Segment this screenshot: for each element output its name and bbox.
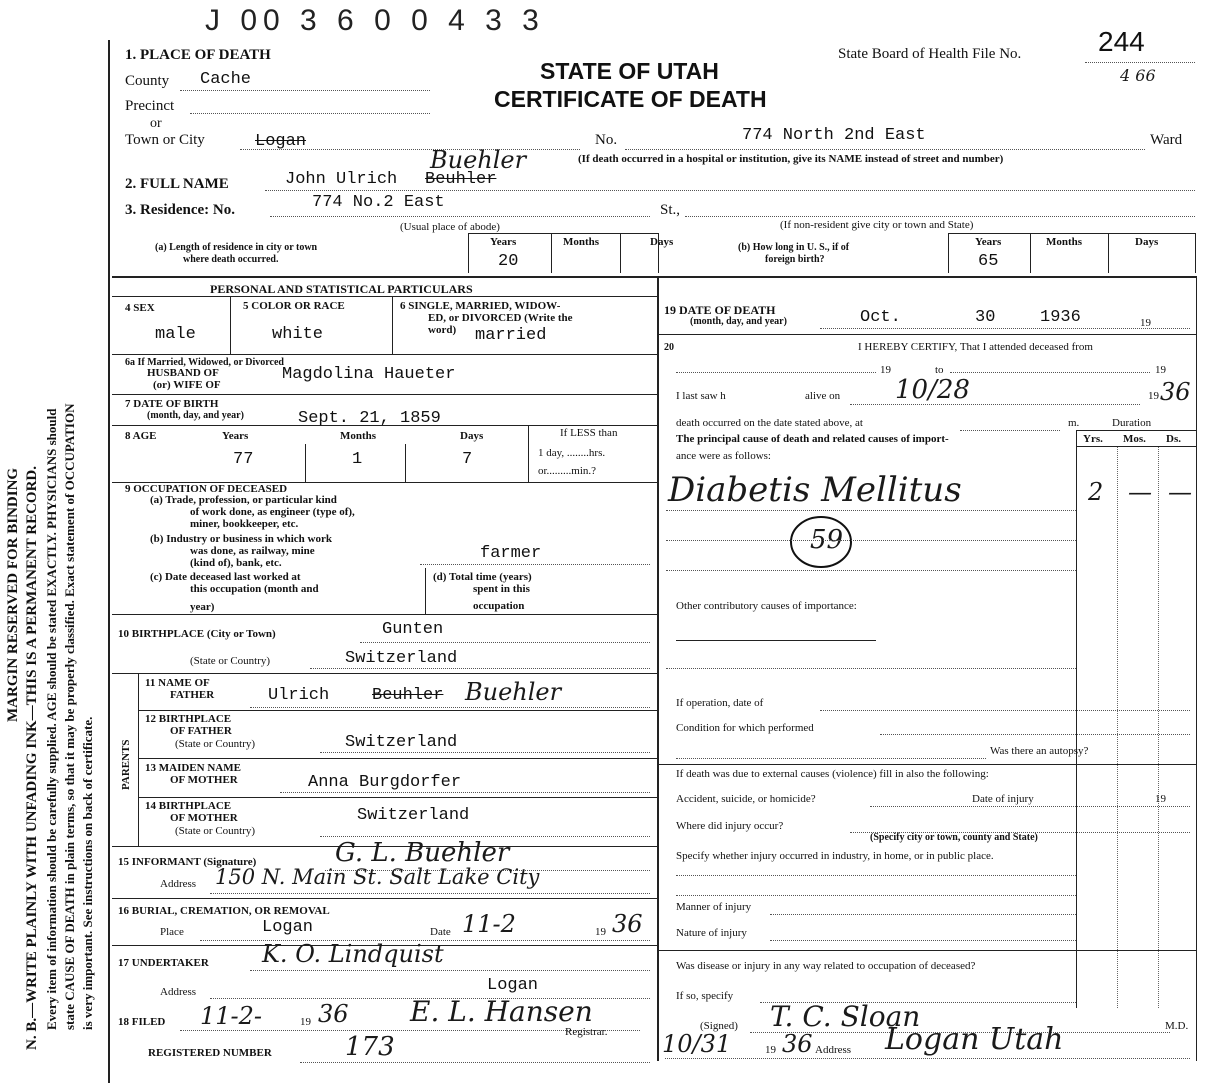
age-days-value: 7 [462,450,473,469]
or-label: or [150,116,162,131]
res-months-label: Months [563,236,600,248]
accident-label: Accident, suicide, or homicide? [676,793,816,805]
us-days-label: Days [1135,236,1159,248]
marital-value: married [475,326,547,345]
birthplace-label: 10 BIRTHPLACE (City or Town) [118,628,276,640]
dob-value: Sept. 21, 1859 [298,409,441,428]
occupation-a-1: (a) Trade, profession, or particular kind [150,494,337,506]
death-occurred-label: death occurred on the date stated above, at [676,417,863,429]
state-title: STATE OF UTAH [540,58,719,84]
mother-birthplace-label-3: (State or Country) [175,825,256,837]
occupation-d-1: (d) Total time (years) [433,571,532,583]
certificate-title: CERTIFICATE OF DEATH [494,86,767,112]
hospital-note: (If death occurred in a hospital or institution, give its NAME instead of street and number) [578,153,1004,165]
duration-label: Duration [1112,417,1152,429]
death-year: 1936 [1040,308,1081,327]
reg-number-label: REGISTERED NUMBER [148,1047,272,1059]
certify-number: 20 [664,342,674,353]
father-label-1: 11 NAME OF [145,677,210,689]
occupation-c-1: (c) Date deceased last worked at [150,571,301,583]
occupation-label: 9 OCCUPATION OF DECEASED [125,483,288,495]
age-days-label: Days [460,430,484,442]
place-of-death-label: 1. PLACE OF DEATH [125,47,271,63]
injury-19: 19 [1155,793,1166,805]
certify-to: to [935,364,944,376]
cause-of-death: Diabetis Mellitus [668,470,962,510]
cause-code: 59 [810,525,844,555]
mother-birthplace: Switzerland [357,806,470,825]
condition-label: Condition for which performed [676,722,814,734]
cause-label-1: The principal cause of death and related causes of import- [676,433,949,445]
undertaker-label: 17 UNDERTAKER [118,957,209,969]
death-date-label-2: (month, day, and year) [690,316,787,327]
full-name-label: 2. FULL NAME [125,176,229,192]
precinct-label: Precinct [125,98,175,114]
margin-instructions-1: Every item of information should be carefully supplied. AGE should be stated EXACTLY. PHYSICIANS should [44,408,59,1030]
cause-label-2: ance were as follows: [676,450,771,462]
signed-label: (Signed) [700,1020,738,1032]
father-label-2: FATHER [170,689,215,701]
physician-signature: T. C. Sloan [770,1000,921,1033]
parents-vertical-label: PARENTS [120,739,132,790]
manner-injury-label: Manner of injury [676,901,752,913]
street-no-label: No. [595,132,618,148]
age-years-label: Years [222,430,249,442]
less-min-label: or.........min.? [538,465,597,477]
occupation-value: farmer [480,544,542,563]
us-residence-label2: foreign birth? [765,254,825,265]
dur-yrs-label: Yrs. [1083,433,1103,445]
where-injury-note: (Specify city or town, county and State) [870,832,1038,843]
burial-label: 16 BURIAL, CREMATION, OR REMOVAL [118,905,330,917]
file-no-label: State Board of Health File No. [838,46,1022,62]
death-date-label-1: 19 DATE OF DEATH [664,303,776,317]
margin-permanent-note: N. B.—WRITE PLAINLY WITH UNFADING INK—THIS IS A PERMANENT RECORD. [24,466,40,1050]
marital-label-3: word) [428,324,457,336]
margin-binding-note: MARGIN RESERVED FOR BINDING [5,467,21,722]
length-residence-label2: where death occurred. [183,254,279,265]
burial-place: Logan [262,918,314,937]
mother-birthplace-label-2: OF MOTHER [170,812,238,824]
informant-signature: G. L. Buehler [335,838,510,868]
town-label: Town or City [125,132,205,148]
death-day: 30 [975,308,996,327]
father-birthplace-label-2: OF FATHER [170,725,232,737]
birthplace-state-label: (State or Country) [190,655,271,667]
signed-date: 10/31 [662,1030,732,1058]
specify-injury-label: Specify whether injury occurred in industry, in home, or in public place. [676,850,994,862]
file-extra-note: 4 66 [1120,66,1156,85]
father-handwritten: Buehler [465,678,562,706]
mother-value: Anna Burgdorfer [308,773,462,792]
dur-ds-value: — [1168,478,1192,506]
alive-date: 10/28 [895,375,970,405]
registrar-signature: E. L. Hansen [410,995,593,1028]
alive-on-label: alive on [805,390,841,402]
res-years-value: 20 [498,252,519,271]
burial-date-label: Date [430,926,451,938]
mother-birthplace-label-1: 14 BIRTHPLACE [145,800,232,812]
county-value: Cache [200,70,252,89]
us-years-value: 65 [978,252,999,271]
filed-label: 18 FILED [118,1016,166,1028]
occupation-a-2: of work done, as engineer (type of), [190,506,355,518]
certify-text: I HEREBY CERTIFY, That I attended deceased from [858,341,1093,353]
undertaker-address-label: Address [160,986,197,998]
father-birthplace-label-1: 12 BIRTHPLACE [145,713,232,725]
burial-year-prefix: 19 [595,926,606,938]
nature-injury-label: Nature of injury [676,927,747,939]
father-birthplace: Switzerland [345,733,458,752]
filed-date: 11-2- [200,1002,263,1030]
contributory-label: Other contributory causes of importance: [676,600,857,612]
m-label: m. [1068,417,1080,429]
informant-address-label: Address [160,878,197,890]
dob-label-1: 7 DATE OF BIRTH [125,398,219,410]
mother-label-1: 13 MAIDEN NAME [145,762,241,774]
signed-year-prefix: 19 [765,1044,776,1056]
certify-from-19: 19 [880,364,891,376]
burial-date: 11-2 [462,910,516,938]
physician-address-label: Address [815,1044,852,1056]
occupation-d-3: occupation [473,600,525,612]
margin-instructions-3: is very important. See instructions on back of certificate. [80,716,95,1030]
informant-label: 15 INFORMANT (Signature) [118,856,257,868]
external-causes-label: If death was due to external causes (violence) fill in also the following: [676,768,989,780]
father-typed: Ulrich [268,686,330,705]
dur-mos-value: — [1128,478,1152,506]
marital-label-1: 6 SINGLE, MARRIED, WIDOW- [400,300,561,312]
occupation-related-label: Was disease or injury in any way related to occupation of deceased? [676,960,976,972]
spouse-label-3: (or) WIFE OF [153,379,221,391]
sex-label: 4 SEX [125,302,155,314]
mother-label-2: OF MOTHER [170,774,238,786]
burial-year: 36 [612,910,643,938]
md-label: M.D. [1165,1020,1189,1032]
physician-address: Logan Utah [885,1022,1064,1057]
marital-label-2: ED, or DIVORCED (Write the [428,312,573,324]
full-name-handwritten: Buehler [430,146,527,174]
dur-mos-label: Mos. [1123,433,1146,445]
usual-abode-note: (Usual place of abode) [400,221,500,233]
less-than-label: If LESS than [560,427,618,439]
res-years-label: Years [490,236,517,248]
death-year-suffix: 19 [1140,317,1151,329]
color-value: white [272,325,324,344]
ward-label: Ward [1150,132,1183,148]
occupation-b-2: was done, as railway, mine [190,545,315,557]
spouse-label-1: 6a If Married, Widowed, or Divorced [125,357,284,368]
registrar-label: Registrar. [565,1026,608,1038]
us-residence-label: (b) How long in U. S., if of [738,242,850,253]
alive-year-prefix: 19 [1148,390,1159,402]
last-saw-label: I last saw h [676,390,726,402]
serial-number: J 00 3 6 0 0 4 3 3 [205,4,545,37]
town-value: Logan [255,132,307,151]
birthplace-country: Switzerland [345,649,458,668]
file-number: 244 [1098,26,1145,57]
nonresident-note: (If non-resident give city or town and State) [780,219,974,231]
filed-year: 36 [318,1000,349,1028]
spouse-label-2: HUSBAND OF [147,367,219,379]
autopsy-label: Was there an autopsy? [990,745,1089,757]
father-struck: Beuhler [372,686,444,705]
full-name-typed: John Ulrich [285,170,398,189]
occupation-b-3: (kind of), bank, etc. [190,557,282,569]
reg-number: 173 [345,1032,395,1062]
father-birthplace-label-3: (State or Country) [175,738,256,750]
alive-year: 36 [1160,378,1191,406]
dur-ds-label: Ds. [1166,433,1181,445]
certify-to-19: 19 [1155,364,1166,376]
age-label: 8 AGE [125,430,157,442]
us-years-label: Years [975,236,1002,248]
injury-date-label: Date of injury [972,793,1034,805]
death-month: Oct. [860,308,901,327]
where-injury-label: Where did injury occur? [676,820,784,832]
margin-instructions-2: state CAUSE OF DEATH in plain terms, so that it may be properly classified. Exact statement of OCCUPATION [62,403,77,1030]
full-name-struck: Beuhler [425,170,497,189]
res-days-label: Days [650,236,674,248]
dob-label-2: (month, day, and year) [147,410,244,421]
if-so-label: If so, specify [676,990,734,1002]
occupation-d-2: spent in this [473,583,530,595]
sex-value: male [155,325,196,344]
residence-value: 774 No.2 East [312,193,445,212]
personal-section-title: PERSONAL AND STATISTICAL PARTICULARS [210,282,473,296]
occupation-c-3: year) [190,601,215,613]
undertaker-name: K. O. Lindquist [262,940,444,968]
color-label: 5 COLOR OR RACE [243,300,345,312]
dur-yrs-value: 2 [1088,478,1104,506]
birthplace-city: Gunten [382,620,444,639]
spouse-value: Magdolina Haueter [282,365,456,384]
age-months-value: 1 [352,450,363,469]
age-months-label: Months [340,430,377,442]
age-years-value: 77 [233,450,254,469]
filed-year-prefix: 19 [300,1016,311,1028]
signed-year: 36 [782,1030,813,1058]
undertaker-address: Logan [487,976,539,995]
length-residence-label: (a) Length of residence in city or town [155,242,318,253]
residence-label: 3. Residence: No. [125,202,235,218]
street-value: 774 North 2nd East [742,126,926,145]
cause-code-circle [786,512,856,572]
operation-label: If operation, date of [676,697,764,709]
occupation-b-1: (b) Industry or business in which work [150,533,332,545]
occupation-a-3: miner, bookkeeper, etc. [190,518,299,530]
occupation-c-2: this occupation (month and [190,583,319,595]
county-label: County [125,73,170,89]
burial-place-label: Place [160,926,184,938]
us-months-label: Months [1046,236,1083,248]
informant-address: 150 N. Main St. Salt Lake City [215,865,540,889]
less-day-label: 1 day, ........hrs. [538,447,606,459]
st-label: St., [660,202,681,218]
